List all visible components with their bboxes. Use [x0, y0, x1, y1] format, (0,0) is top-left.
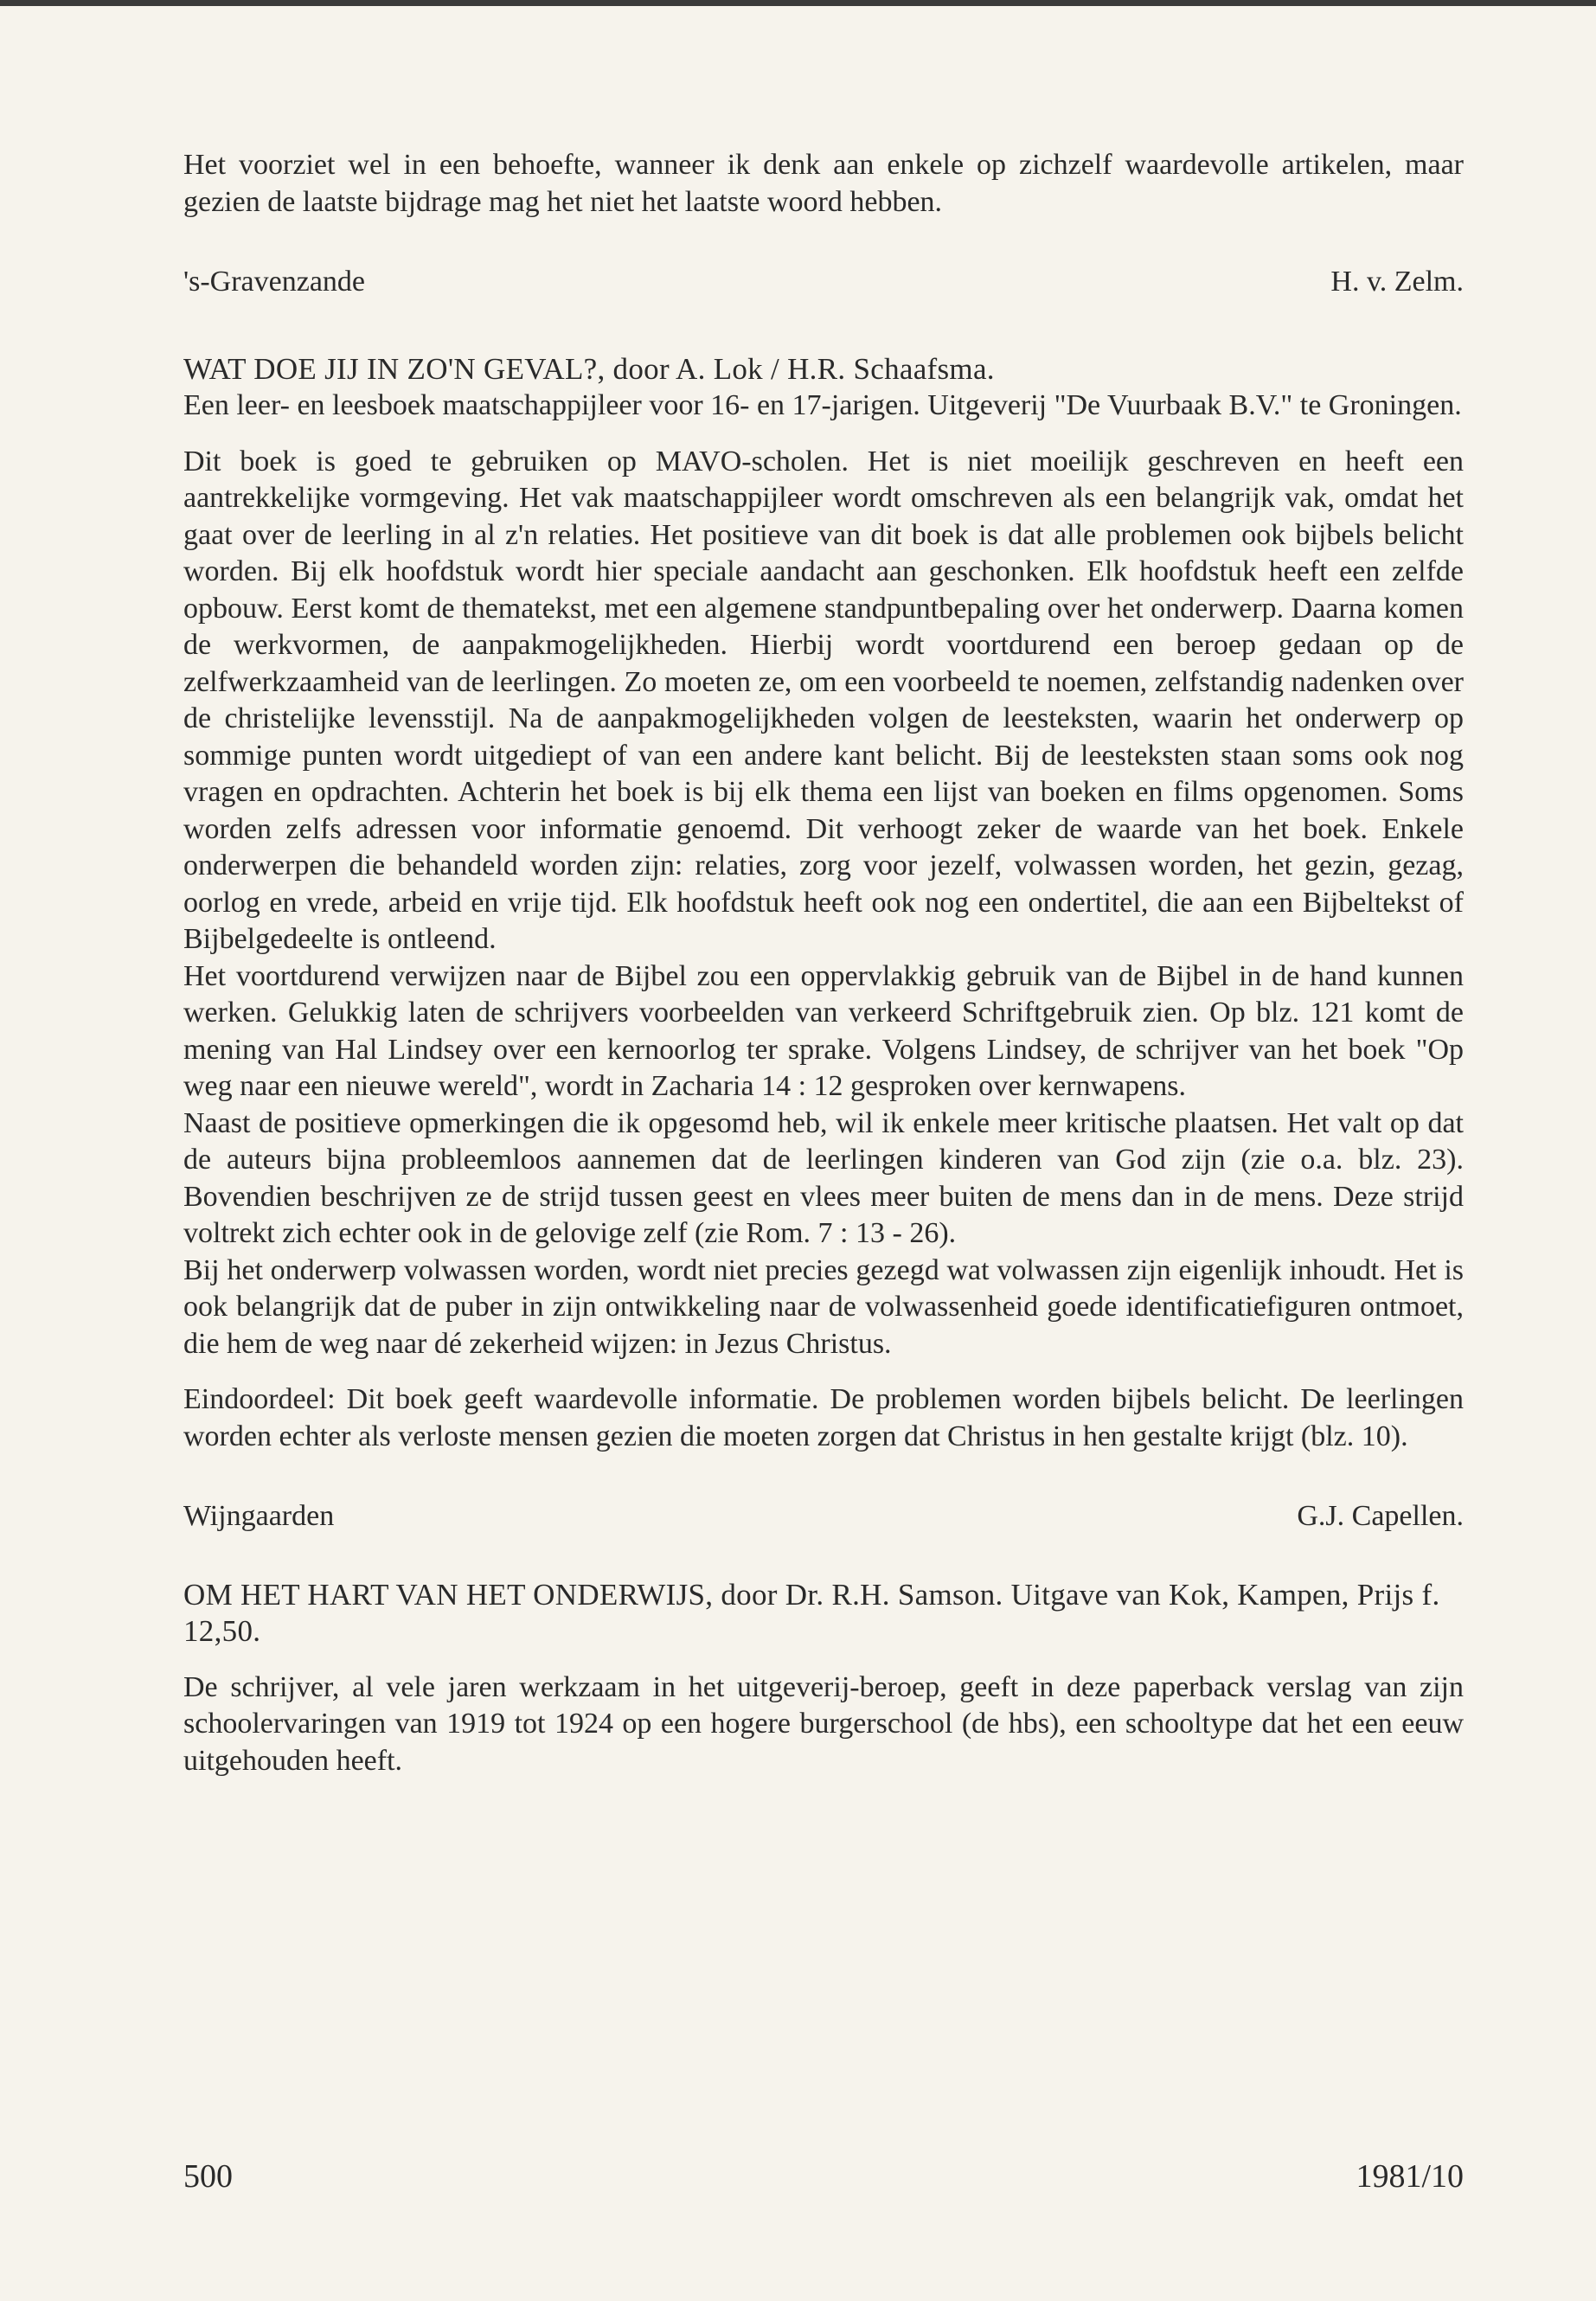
review-2-paragraph-3: Naast de positieve opmerkingen die ik opgesomd heb, wil ik enkele meer kritische plaatsen. Het valt op dat de auteurs bijna probleemloos aannemen dat de leerlingen kinderen van God zijn (zie o.a. blz. 23). Bovendien beschrijven ze de strijd tussen geest en vlees meer buiten de mens dan in de mens. Deze strijd voltrekt zich echter ook in de gelovige zelf (zie Rom. 7 : 13 - 26). [183, 1106, 1464, 1249]
review-2-paragraph-1: Dit boek is goed te gebruiken op MAVO-scholen. Het is niet moeilijk geschreven en heeft een aantrekkelijke vormgeving. Het vak maatschappijleer wordt omschreven als een belangrijk vak, omdat het gaat over de leerling in al z'n relaties. Het positieve van dit boek is dat alle problemen ook bijbels belicht worden. Bij elk hoofdstuk wordt hier speciale aandacht aan geschonken. Elk hoofdstuk heeft een zelfde opbouw. Eerst komt de thematekst, met een algemene standpuntbepaling over het onderwerp. Daarna komen de werkvormen, de aanpakmogelijkheden. Hierbij wordt voortdurend een beroep gedaan op de zelfwerkzaamheid van de leerlingen. Zo moeten ze, om een voorbeeld te noemen, zelfstandig nadenken over de christelijke levensstijl. Na de aanpakmogelijkheden volgen de leesteksten, waarin het onderwerp op sommige punten wordt uitgediept of van een andere kant belicht. Bij de leesteksten staan soms ook nog vragen en opdrachten. Achterin het boek is bij elk thema een lijst van boeken en films opgenomen. Soms worden zelfs adressen voor informatie genoemd. Dit verhoogt zeker de waarde van het boek. Enkele onderwerpen die behandeld worden zijn: relaties, zorg voor jezelf, volwassen worden, het gezin, gezag, oorlog en vrede, arbeid en vrije tijd. Elk hoofdstuk heeft ook nog een ondertitel, die aan een Bijbeltekst of Bijbelgedeelte is ontleend. [183, 445, 1464, 955]
review-2-paragraph-2: Het voortdurend verwijzen naar de Bijbel zou een oppervlakkig gebruik van de Bijbel in de hand kunnen werken. Gelukkig laten de schrijvers voorbeelden van verkeerd Schriftgebruik zien. Op blz. 121 komt de mening van Hal Lindsey over een kernoorlog ter sprake. Volgens Lindsey, de schrijver van het boek "Op weg naar een nieuwe wereld", wordt in Zacharia 14 : 12 gesproken over kernwapens. [183, 959, 1464, 1102]
page-content [183, 147, 1464, 1779]
review-3-paragraph-1: De schrijver, al vele jaren werkzaam in het uitgeverij-beroep, geeft in deze paperback verslag van zijn schoolervaringen van 1919 tot 1924 op een hogere burgerschool (de hbs), een schooltype dat het een eeuw uitgehouden heeft. [183, 1670, 1464, 1777]
review-2-subtitle: Een leer- en leesboek maatschappijleer voor 16- en 17-jarigen. Uitgeverij "De Vuurbaak B.V." te Groningen. [183, 389, 1462, 421]
review-2-heading: WAT DOE JIJ IN ZO'N GEVAL?, door A. Lok / H.R. Schaafsma. [183, 351, 995, 386]
page-footer [183, 2157, 1464, 2195]
review-1-signature [183, 264, 1464, 301]
review-1-ending [183, 147, 1464, 301]
review-2-place: Wijngaarden [183, 1500, 335, 1532]
review-2-paragraph-4: Bij het onderwerp volwassen worden, wordt niet precies gezegd wat volwassen zijn eigenlijk inhoudt. Het is ook belangrijk dat de puber in zijn ontwikkeling naar de volwassenheid goede identificatiefiguren ontmoet, die hem de weg naar dé zekerheid wijzen: in Jezus Christus. [183, 1253, 1464, 1360]
scan-top-edge [0, 0, 1596, 6]
issue-number: 1981/10 [1356, 2158, 1464, 2195]
review-1-place: 's-Gravenzande [183, 266, 366, 298]
page-number: 500 [183, 2158, 233, 2195]
review-3-heading: OM HET HART VAN HET ONDERWIJS, door Dr. R.H. Samson. Uitgave van Kok, Kampen, Prijs f. 12,50. [183, 1577, 1440, 1648]
review-2-verdict: Eindoordeel: Dit boek geeft waardevolle informatie. De problemen worden bijbels belicht. De leerlingen worden echter als verloste mensen gezien die moeten zorgen dat Christus in hen gestalte krijgt (blz. 10). [183, 1383, 1464, 1452]
review-3 [183, 1577, 1464, 1780]
review-1-closing-paragraph: Het voorziet wel in een behoefte, wanneer ik denk aan enkele op zichzelf waardevolle artikelen, maar gezien de laatste bijdrage mag het niet het laatste woord hebben. [183, 149, 1464, 218]
review-2-signature [183, 1498, 1464, 1535]
review-2 [183, 351, 1464, 1535]
review-1-author: H. v. Zelm. [1330, 266, 1464, 298]
review-2-author: G.J. Capellen. [1297, 1500, 1464, 1532]
